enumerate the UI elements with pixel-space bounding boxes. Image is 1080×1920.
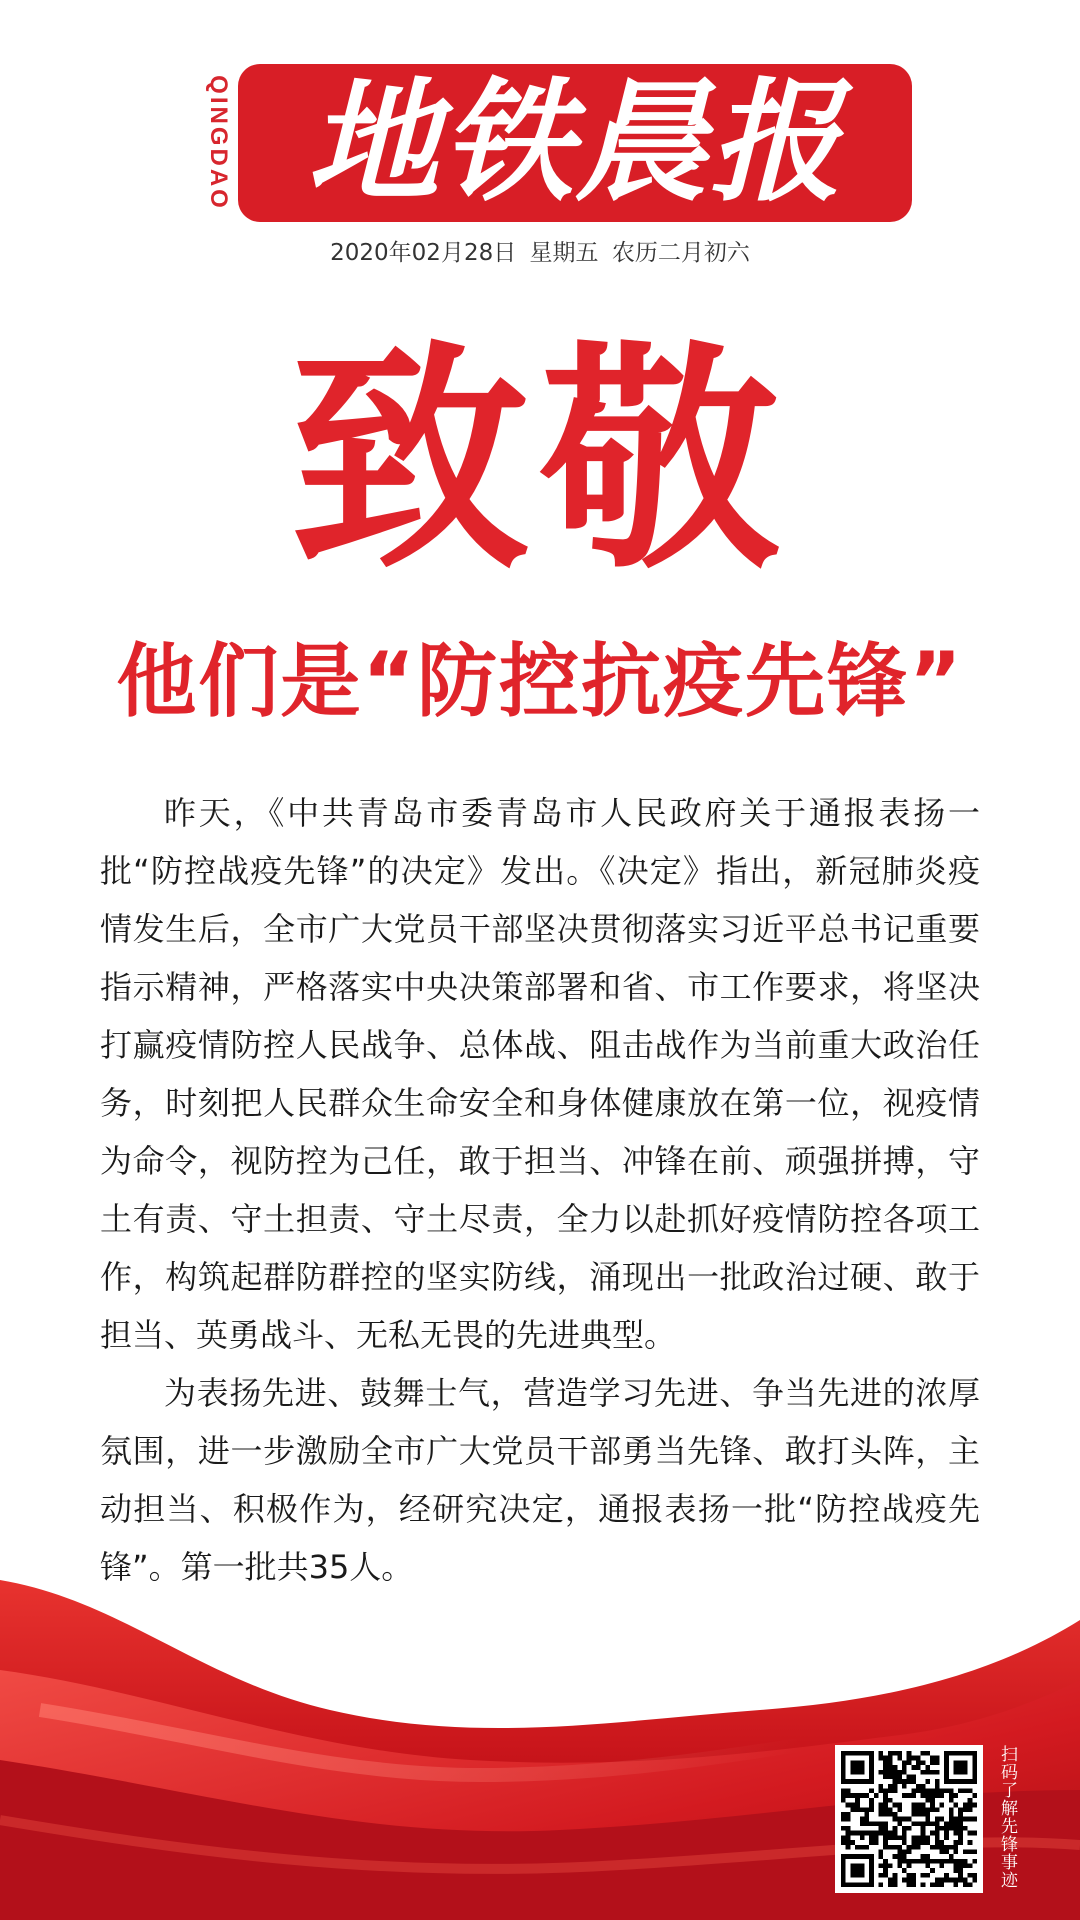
issue-date: 2020年02月28日 星期五 农历二月初六	[330, 240, 750, 266]
masthead-title-box	[238, 64, 912, 222]
qr-code-image	[841, 1751, 977, 1887]
article-paragraph-1: 昨天，《中共青岛市委青岛市人民政府关于通报表扬一批“防控战疫先锋”的决定》发出。《决定》指出，新冠肺炎疫情发生后，全市广大党员干部坚决贯彻落实习近平总书记重要指示精神，严格落实中央决策部署和省、市工作要求，将坚决打赢疫情防控人民战争、总体战、阻击战作为当前重大政治任务，时刻把人民群众生命安全和身体健康放在第一位，视疫情为命令，视防控为己任，敢于担当、冲锋在前、顽强拼搏，守土有责、守土担责、守土尽责，全力以赴抓好疫情防控各项工作，构筑起群防群控的坚实防线，涌现出一批政治过硬、敢于担当、英勇战斗、无私无畏的先进典型。	[100, 794, 980, 1354]
headline-main: 致敬	[289, 319, 790, 601]
masthead-title: 地铁晨报	[307, 66, 843, 220]
article-body	[100, 784, 980, 1596]
headline-sub: 他们是“防控抗疫先锋”	[116, 635, 964, 728]
masthead-logo	[200, 60, 912, 230]
qr-code[interactable]	[835, 1745, 983, 1893]
masthead-side-text: QINGDAO	[205, 75, 233, 211]
article-paragraph-2: 为表扬先进、鼓舞士气，营造学习先进、争当先进的浓厚氛围，进一步激励全市广大党员干部勇当先锋、敢打头阵，主动担当、积极作为，经研究决定，通报表扬一批“防控战疫先锋”。第一批共35人。	[100, 1374, 980, 1586]
qr-caption: 扫码了解先锋事迹	[997, 1745, 1017, 1889]
